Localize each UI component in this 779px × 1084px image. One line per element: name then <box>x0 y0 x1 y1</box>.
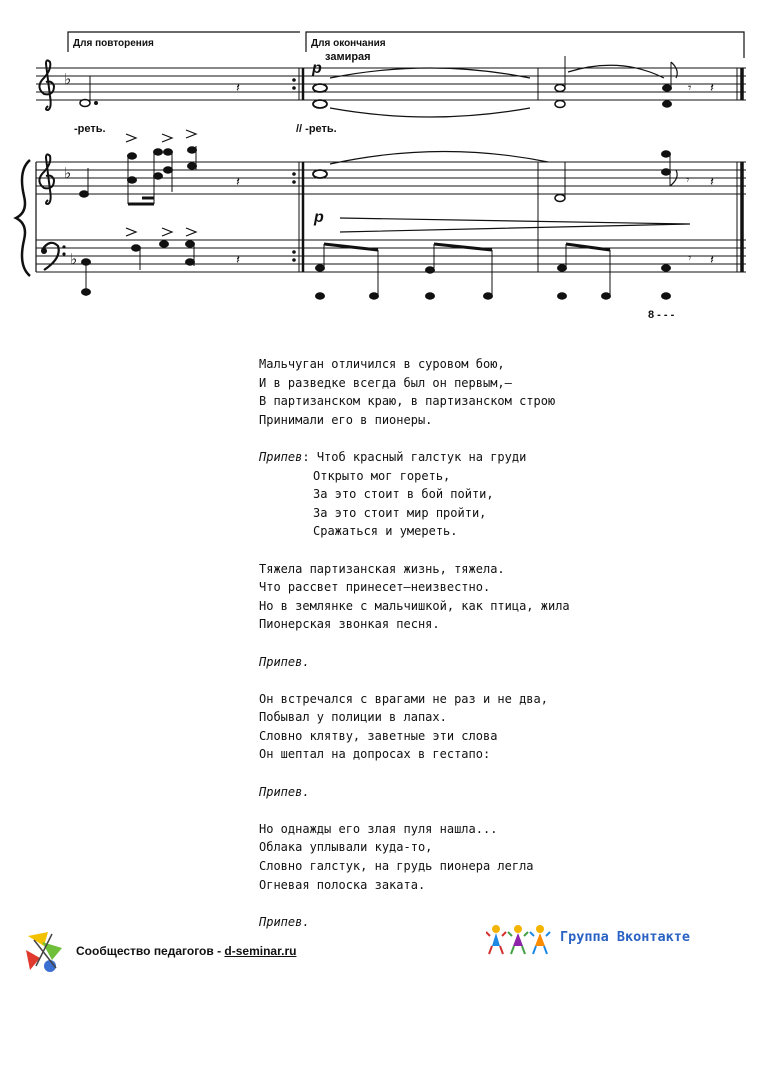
lyric-line: Побывал у полиции в лапах. <box>259 710 447 725</box>
lyric-line: Но в землянке с мальчишкой, как птица, жила <box>259 598 570 613</box>
diminuendo <box>340 218 690 232</box>
lyric-line: Он шептал на допросах в гестапо: <box>259 747 491 762</box>
refrain-label: Припев. <box>259 914 310 929</box>
refrain-first-line: Припев: Чтоб красный галстук на груди <box>259 449 527 464</box>
svg-text:𝄽: 𝄽 <box>236 253 240 268</box>
footer-community <box>22 928 352 978</box>
piano-brace <box>16 160 30 276</box>
lyric-line: Что рассвет принесет—неизвестно. <box>259 580 491 595</box>
song-lyrics <box>259 355 699 950</box>
lyric-line: Словно галстук, на грудь пионера легла <box>259 859 534 874</box>
piano-right-hand <box>80 146 678 204</box>
svg-text:𝄾: 𝄾 <box>686 173 690 188</box>
verse-2 <box>259 560 699 634</box>
voice-staff <box>36 68 746 100</box>
treble-clef-icon <box>39 60 54 204</box>
svg-text:𝄾: 𝄾 <box>688 81 692 96</box>
lyric-line: Он встречался с врагами не раз и не два, <box>259 691 548 706</box>
refrain <box>259 448 699 541</box>
dynamic-piano: p <box>314 209 324 226</box>
vk-group-label[interactable]: Группа Вконтакте <box>560 929 691 945</box>
voice-syllable-2: // -реть. <box>296 123 337 135</box>
verse-4 <box>259 820 699 894</box>
lyric-line: Но однажды его злая пуля нашла... <box>259 821 498 836</box>
verse-1 <box>259 355 699 429</box>
svg-text:♭: ♭ <box>70 250 78 268</box>
site-link[interactable]: d-seminar.ru <box>224 944 297 958</box>
refrain-label: Припев <box>259 449 303 464</box>
lyric-line: В партизанском краю, в партизанском строю <box>259 394 556 409</box>
footer-text <box>76 944 296 958</box>
lyric-line: Принимали его в пионеры. <box>259 412 433 427</box>
lyric-line: Пионерская звонкая песня. <box>259 617 440 632</box>
lyric-line: За это стоит в бой пойти, <box>313 487 494 502</box>
piano-left-hand <box>82 241 671 299</box>
piano-staves <box>36 162 746 272</box>
voice-syllable-1: -реть. <box>74 123 106 135</box>
sheet-music <box>0 0 779 330</box>
refrain-marker <box>259 653 699 672</box>
svg-text:𝄽: 𝄽 <box>710 253 714 268</box>
refrain-label: Припев. <box>259 654 310 669</box>
ottava-mark: 8 - - - <box>648 309 675 321</box>
dancing-kids-icon <box>486 922 554 956</box>
refrain-marker <box>259 783 699 802</box>
svg-text:𝄽: 𝄽 <box>710 81 714 96</box>
community-label: Сообщество педагогов - <box>76 944 222 958</box>
vk-group-link[interactable] <box>486 922 716 956</box>
children-drawing-logo-icon <box>22 928 68 976</box>
accent-marks <box>126 130 196 236</box>
svg-text:𝄽: 𝄽 <box>236 81 240 96</box>
lyric-line: Словно клятву, заветные эти слова <box>259 728 498 743</box>
volta-brackets <box>68 32 744 58</box>
svg-text:𝄽: 𝄽 <box>236 175 240 190</box>
refrain-label: Припев. <box>259 784 310 799</box>
svg-text:♭: ♭ <box>64 70 72 88</box>
lyric-line: Облака уплывали куда-то, <box>259 840 433 855</box>
expression-mark: замирая <box>325 51 371 63</box>
svg-text:♭: ♭ <box>64 164 72 182</box>
lyric-line: Огневая полоска заката. <box>259 877 426 892</box>
svg-text:𝄾: 𝄾 <box>688 251 692 266</box>
lyric-line: За это стоит мир пройти, <box>313 505 487 520</box>
lyric-line: Мальчуган отличился в суровом бою, <box>259 357 505 371</box>
lyric-line: И в разведке всегда был он первым,— <box>259 375 512 390</box>
lyric-line: Чтоб красный галстук на груди <box>316 449 527 464</box>
dynamic-voice: p <box>312 60 322 77</box>
lyric-line: Открыто мог гореть, <box>313 468 451 483</box>
verse-3 <box>259 690 699 764</box>
lyric-line: Тяжела партизанская жизнь, тяжела. <box>259 561 505 576</box>
volta-1-label: Для повторения <box>73 38 154 49</box>
volta-2-label: Для окончания <box>311 38 386 49</box>
voice-notes <box>80 56 677 117</box>
svg-text:𝄽: 𝄽 <box>710 175 714 190</box>
lyric-line: Сражаться и умереть. <box>313 524 458 539</box>
